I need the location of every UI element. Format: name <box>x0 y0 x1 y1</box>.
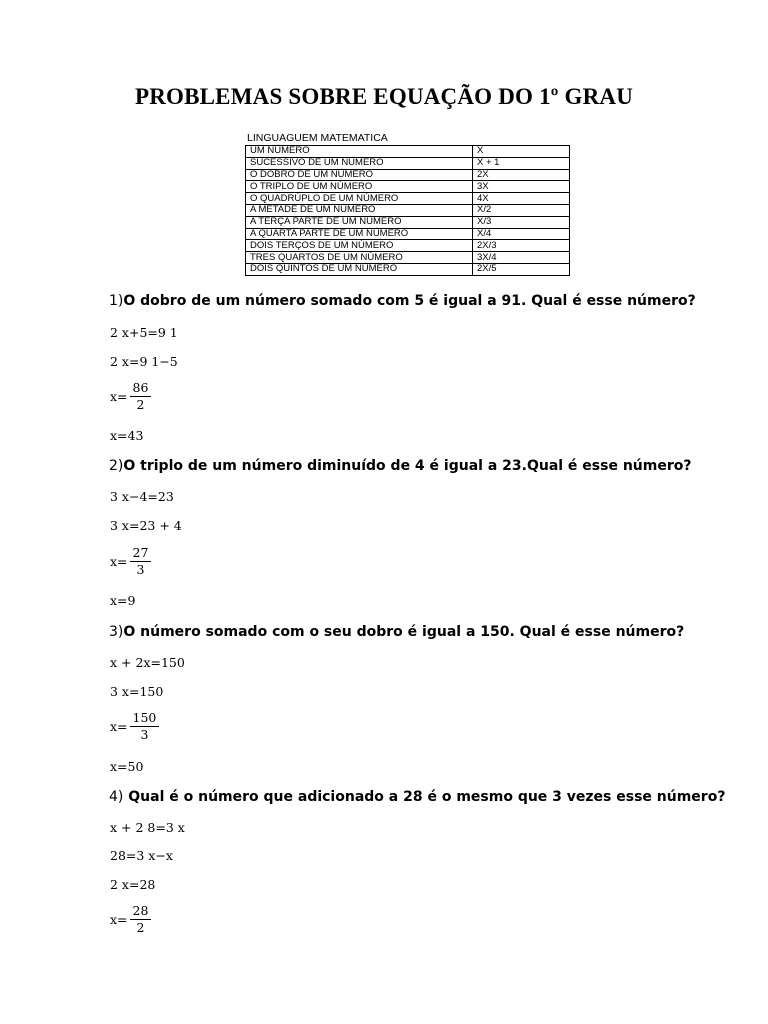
problem-number: 4) <box>109 789 124 805</box>
numerator: 86 <box>130 381 152 397</box>
denominator: 3 <box>136 562 145 577</box>
table-cell: X/4 <box>473 228 570 240</box>
table-row <box>246 169 570 181</box>
table-row <box>246 240 570 252</box>
fraction-step <box>110 904 151 935</box>
table-cell: UM NÚMERO <box>246 146 473 158</box>
equation-step: x + 2x=150 <box>110 655 185 670</box>
table-cell: X/2 <box>473 204 570 216</box>
equation-step: 3 x=150 <box>110 684 164 699</box>
table-row <box>246 263 570 275</box>
fraction-lhs: x= <box>110 554 128 569</box>
table-cell: 4X <box>473 193 570 205</box>
fraction-step <box>110 546 151 577</box>
table-cell: 2X/5 <box>473 263 570 275</box>
fraction-lhs: x= <box>110 389 128 404</box>
table-cell: 2X <box>473 169 570 181</box>
question-text: O dobro de um número somado com 5 é igual a 91. Qual é esse número? <box>123 293 696 309</box>
equation-step: 2 x+5=9 1 <box>110 325 178 340</box>
equation-step: 28=3 x−x <box>110 848 173 863</box>
table-cell: X/3 <box>473 216 570 228</box>
table-cell: TRES QUARTOS DE UM NÚMERO <box>246 252 473 264</box>
numerator: 27 <box>130 546 152 562</box>
math-language-table <box>245 132 570 276</box>
question-text: O número somado com o seu dobro é igual a 150. Qual é esse número? <box>123 624 685 640</box>
question-text: O triplo de um número diminuído de 4 é igual a 23.Qual é esse número? <box>123 458 692 474</box>
problem-2-question <box>109 458 692 474</box>
equation-step: x + 2 8=3 x <box>110 820 185 835</box>
equation-step: 3 x−4=23 <box>110 489 174 504</box>
fraction-step <box>110 711 159 742</box>
denominator: 2 <box>136 920 145 935</box>
problem-number: 1) <box>109 293 124 309</box>
table-cell: O QUADRÚPLO DE UM NÚMERO <box>246 193 473 205</box>
equation-step: 3 x=23 + 4 <box>110 518 182 533</box>
table-row <box>246 193 570 205</box>
table-row <box>246 204 570 216</box>
problem-3-question <box>109 624 684 640</box>
problem-number: 2) <box>109 458 124 474</box>
equation-step: 2 x=9 1−5 <box>110 354 178 369</box>
table-cell: 3X/4 <box>473 252 570 264</box>
numerator: 28 <box>130 904 152 920</box>
answer: x=43 <box>110 428 144 443</box>
table-row <box>246 252 570 264</box>
table-cell: A TERÇA PARTE DE UM NÚMERO <box>246 216 473 228</box>
problem-4-question <box>109 789 725 805</box>
table-row <box>246 181 570 193</box>
denominator: 3 <box>140 727 149 742</box>
table-row <box>246 146 570 158</box>
table-cell: SUCESSIVO DE UM NÚMERO <box>246 157 473 169</box>
table-cell: X + 1 <box>473 157 570 169</box>
table-cell: 2X/3 <box>473 240 570 252</box>
numerator: 150 <box>130 711 160 727</box>
table-cell: DOIS TERÇOS DE UM NÚMERO <box>246 240 473 252</box>
denominator: 2 <box>136 397 145 412</box>
equation-step: 2 x=28 <box>110 877 156 892</box>
fraction-lhs: x= <box>110 912 128 927</box>
fraction-step <box>110 381 151 412</box>
fraction-lhs: x= <box>110 719 128 734</box>
table-cell: O DOBRO DE UM NÚMERO <box>246 169 473 181</box>
page-title: PROBLEMAS SOBRE EQUAÇÃO DO 1º GRAU <box>134 84 634 109</box>
problem-number: 3) <box>109 624 124 640</box>
table-row <box>246 228 570 240</box>
table-cell: DOIS QUINTOS DE UM NÚMERO <box>246 263 473 275</box>
table-cell: 3X <box>473 181 570 193</box>
answer: x=50 <box>110 759 144 774</box>
table-cell: A METADE DE UM NÚMERO <box>246 204 473 216</box>
table-caption: LINGUAGUEM MATEMATICA <box>247 132 388 144</box>
table-row <box>246 157 570 169</box>
question-text: Qual é o número que adicionado a 28 é o mesmo que 3 vezes esse número? <box>123 789 726 805</box>
problem-1-question <box>109 293 696 309</box>
answer: x=9 <box>110 593 136 608</box>
table-cell: X <box>473 146 570 158</box>
table-row <box>246 216 570 228</box>
translation-table <box>245 145 570 276</box>
table-cell: O TRIPLO DE UM NÚMERO <box>246 181 473 193</box>
table-cell: A QUARTA PARTE DE UM NÚMERO <box>246 228 473 240</box>
